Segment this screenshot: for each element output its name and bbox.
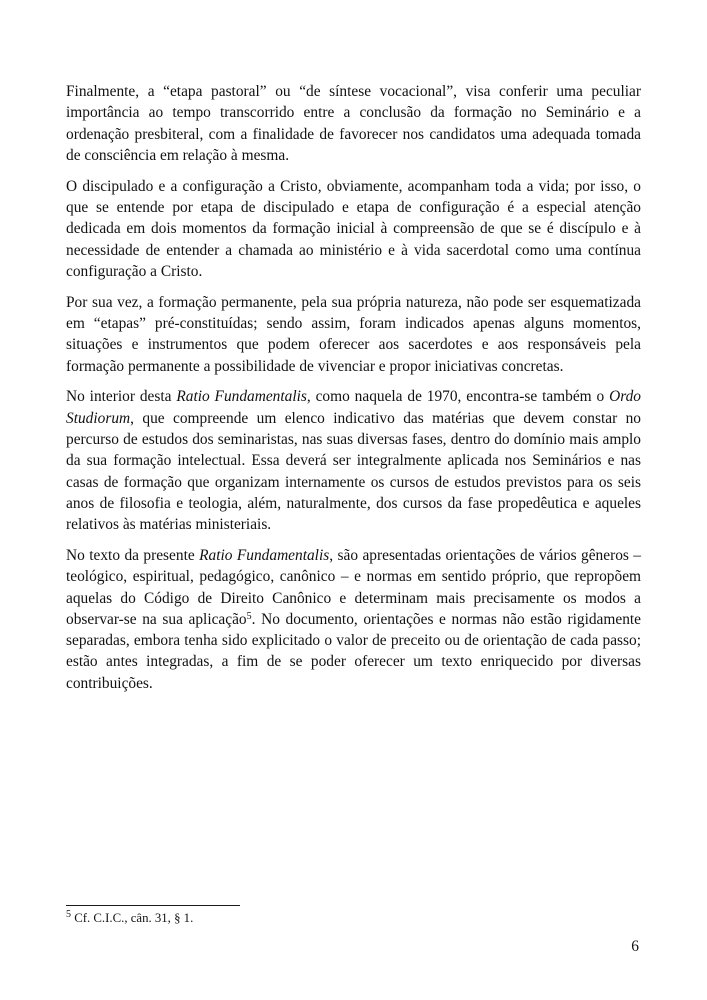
footnote-reference: 5: [246, 610, 252, 622]
text-segment: No texto da presente: [66, 546, 200, 564]
paragraph: [66, 292, 641, 377]
text-segment: , que compreende um elenco indicativo das matérias que devem constar no percurso de estudos dos seminaristas, nas suas diversas fases, dentro do domínio mais amplo da sua formação intelectual. Essa deverá ser integralmente aplicada nos Seminários e nas casas de formação que organizam internamente os cursos de estudos previstos para os seis anos de filosofia e teologia, além, naturalmente, dos cursos da fase propedêutica e aqueles relativos às matérias ministeriais.: [66, 409, 641, 534]
text-segment: , como naquela de 1970, encontra-se também o: [306, 388, 610, 406]
footnote-marker: 5: [66, 909, 71, 920]
text-segment: Ordo Studiorum: [66, 388, 642, 427]
page-number: 6: [631, 938, 639, 955]
footnote-text: Cf. C.I.C., cân. 31, § 1.: [71, 911, 194, 925]
text-segment: Por sua vez, a formação permanente, pela sua própria natureza, não pode ser esquematizada em “etapas” pré-constituídas; sendo assim, foram indicados apenas alguns momentos, situações e instrumentos que podem oferecer aos sacerdotes e aos responsáveis pela formação permanente a possibilidade de vivenciar e propor iniciativas concretas.: [66, 293, 641, 375]
text-segment: Finalmente, a “etapa pastoral” ou “de síntese vocacional”, visa conferir uma peculiar importância ao tempo transcorrido entre a conclusão da formação no Seminário e a ordenação presbiteral, com a finalidade de favorecer nos candidatos uma adequada tomada de consciência em relação à mesma.: [66, 83, 641, 164]
text-segment: , são apresentadas orientações de vários gêneros – teológico, espiritual, pedagógico, canônico – e normas em sentido próprio, que repropõem aquelas do Código de Direito Canônico e determinam mais precisamente os modos a observar-se na sua aplicação: [66, 546, 642, 628]
footnote-area: [66, 905, 641, 927]
paragraph: [66, 81, 641, 166]
text-segment: Ratio Fundamentalis: [176, 388, 307, 406]
footnote-separator-rule: [66, 905, 240, 906]
paragraph: [66, 545, 641, 694]
paragraph: [66, 386, 641, 535]
document-body: [66, 81, 641, 704]
footnote: [66, 910, 641, 927]
text-segment: No interior desta: [66, 388, 177, 406]
text-segment: . No documento, orientações e normas não estão rigidamente separadas, embora tenha sido explicitado o valor de preceito ou de orientação de cada passo; estão antes integradas, a fim de se poder oferecer um texto enriquecido por diversas contribuições.: [66, 610, 641, 692]
text-segment: Ratio Fundamentalis: [199, 546, 330, 564]
text-segment: O discipulado e a configuração a Cristo, obviamente, acompanham toda a vida; por isso, o que se entende por etapa de discipulado e etapa de configuração é a especial atenção dedicada em dois momentos da formação inicial à compreensão de que se é discípulo e à necessidade de entender a chamada ao ministério e à vida sacerdotal como uma contínua configuração a Cristo.: [66, 177, 641, 280]
paragraph: [66, 176, 641, 282]
